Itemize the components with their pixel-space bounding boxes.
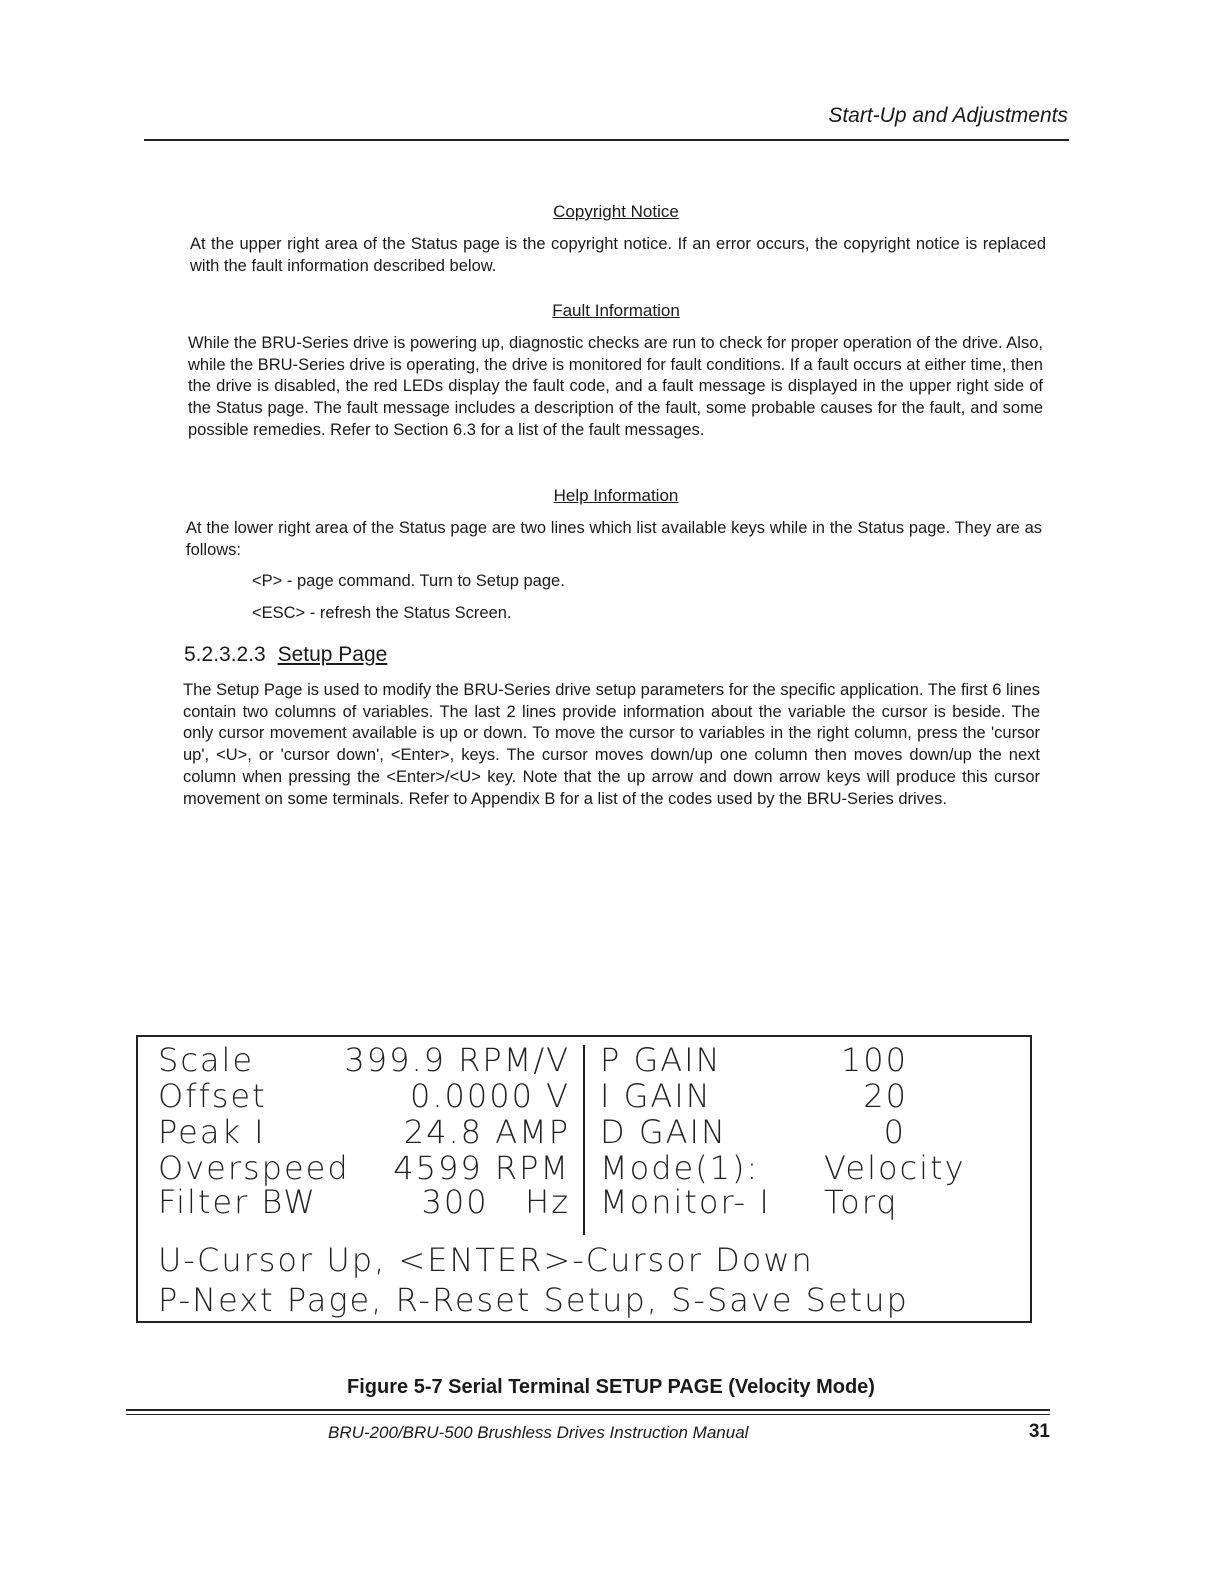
header-rule [144, 139, 1069, 141]
fault-paragraph: While the BRU-Series drive is powering up, diagnostic checks are run to check for proper operation of the drive. Also, while the BRU-Series drive is operating, the drive is monitored for fault conditions. If a fault occurs at either time, then the drive is disabled, the red LEDs display the fault code, and a fault message is displayed in the upper right side of the Status page. The fault message includes a description of the fault, some probable causes for the fault, and some possible remedies. Refer to Section 6.3 for a list of the fault messages. [188, 334, 1043, 439]
term-label-peak: Peak I [158, 1113, 266, 1151]
term-value-filter: 300 Hz [421, 1183, 570, 1221]
term-label-filter: Filter BW [158, 1183, 317, 1221]
figure-caption: Figure 5-7 Serial Terminal SETUP PAGE (Velocity Mode) [347, 1376, 875, 1398]
terminal-screen [136, 1035, 1032, 1323]
term-label-monitor: Monitor- I [600, 1183, 771, 1221]
term-label-offset: Offset [158, 1077, 267, 1115]
page-header-title: Start-Up and Adjustments [828, 104, 1068, 127]
term-label-i-gain: I GAIN [600, 1077, 712, 1115]
term-value-monitor: Torq [824, 1183, 899, 1221]
footer-manual-title: BRU-200/BRU-500 Brushless Drives Instruction Manual [328, 1423, 749, 1442]
page-number: 31 [1028, 1421, 1050, 1442]
copyright-heading: Copyright Notice [553, 202, 679, 221]
help-key-page: <P> - page command. Turn to Setup page. [252, 572, 565, 590]
term-label-d-gain: D GAIN [600, 1113, 727, 1151]
terminal-column-separator [583, 1045, 585, 1235]
fault-heading: Fault Information [552, 301, 680, 320]
help-key-esc: <ESC> - refresh the Status Screen. [252, 604, 512, 622]
section-title: Setup Page [277, 643, 388, 666]
footer-rule [126, 1409, 1050, 1415]
term-help-line-1: U-Cursor Up, <ENTER>-Cursor Down [158, 1241, 814, 1279]
term-value-offset: 0.0000 V [409, 1077, 570, 1115]
term-label-scale: Scale [158, 1041, 255, 1079]
help-paragraph: At the lower right area of the Status page are two lines which list available keys while in the Status page. They are as follows: [186, 519, 1042, 559]
help-heading: Help Information [553, 486, 679, 505]
setup-section-heading [184, 643, 387, 667]
setup-paragraph: The Setup Page is used to modify the BRU-Series drive setup parameters for the specific application. The first 6 lines contain two columns of variables. The last 2 lines provide information about the variable the cursor is beside. The only cursor movement available is up or down. To move the cursor to variables in the right column, press the 'cursor up', <U>, or 'cursor down', <Enter>, keys. The cursor moves down/up one column then moves down/up the next column when pressing the <Enter>/<U> key. Note that the up arrow and down arrow keys will produce this cursor movement on some terminals. Refer to Appendix B for a list of the codes used by the BRU-Series drives. [183, 681, 1040, 808]
section-number: 5.2.3.2.3 [184, 643, 266, 666]
term-value-overspeed: 4599 RPM [393, 1149, 570, 1187]
term-label-mode: Mode(1): [600, 1149, 760, 1187]
term-help-line-2: P-Next Page, R-Reset Setup, S-Save Setup [158, 1281, 909, 1319]
term-value-peak: 24.8 AMP [403, 1113, 570, 1151]
term-label-p-gain: P GAIN [600, 1041, 722, 1079]
term-label-overspeed: Overspeed [158, 1149, 350, 1187]
copyright-paragraph: At the upper right area of the Status page is the copyright notice. If an error occurs, the copyright notice is replaced with the fault information described below. [190, 235, 1046, 275]
term-value-d-gain: 0 [883, 1113, 906, 1151]
term-value-p-gain: 100 [840, 1041, 908, 1079]
term-value-scale: 399.9 RPM/V [344, 1041, 570, 1079]
term-value-i-gain: 20 [863, 1077, 908, 1115]
term-value-mode: Velocity [824, 1149, 966, 1187]
